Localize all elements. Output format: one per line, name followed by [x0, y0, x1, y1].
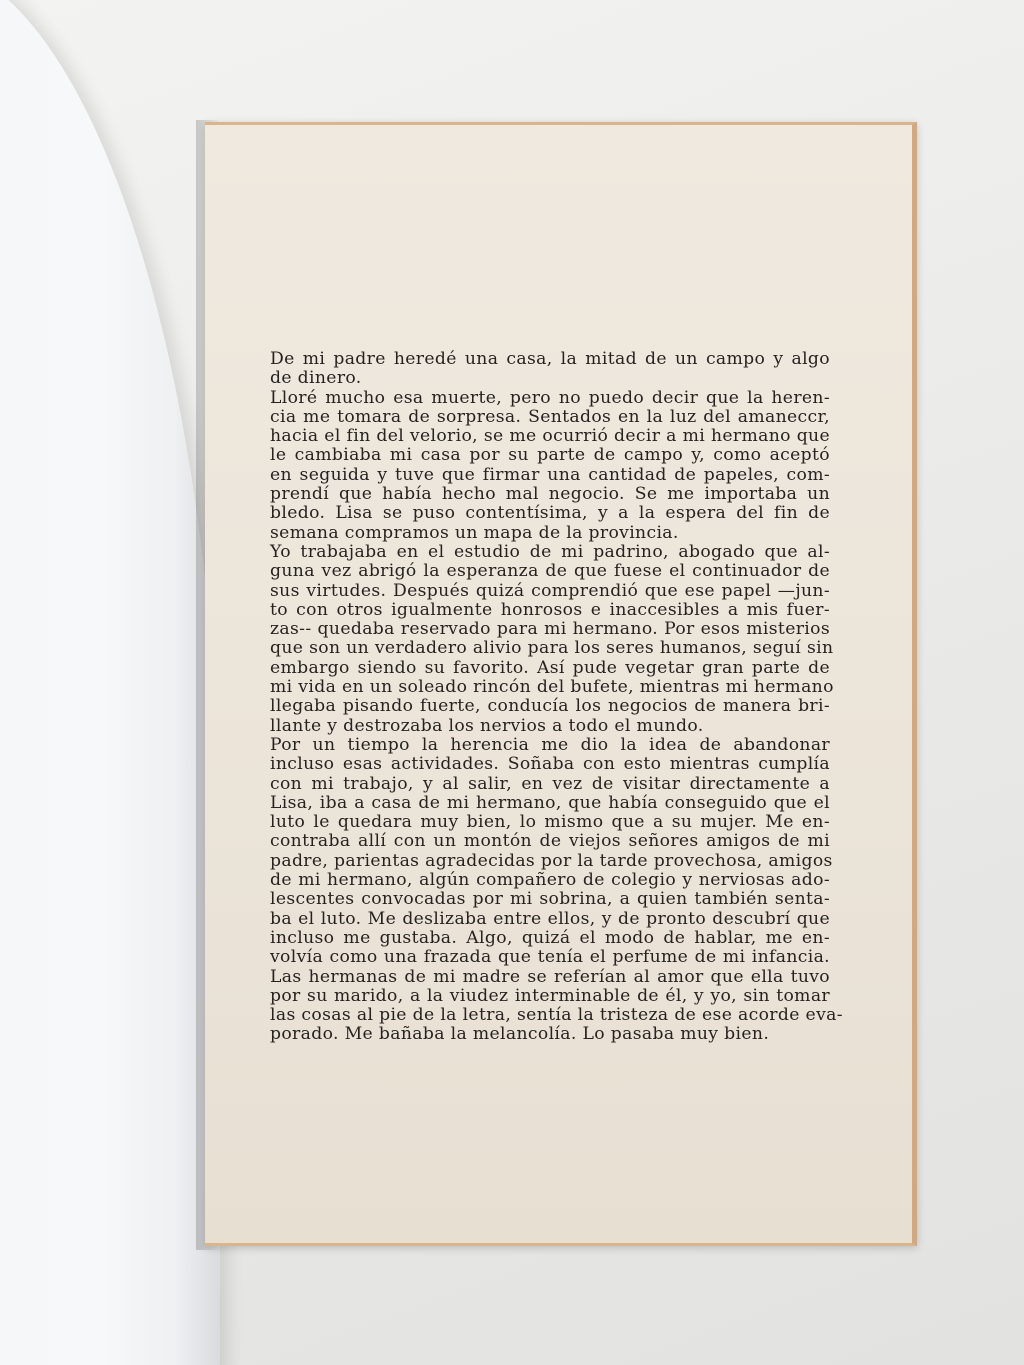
- text-line: Lloré mucho esa muerte, pero no puedo decir que la heren-: [270, 387, 830, 408]
- text-line: llante y destrozaba los nervios a todo el mundo.: [270, 715, 704, 736]
- text-line: Yo trabajaba en el estudio de mi padrino, abogado que al-: [270, 541, 830, 562]
- text-line: Lisa, iba a casa de mi hermano, que había conseguido que el: [270, 792, 830, 813]
- text-line: por su marido, a la viudez interminable de él, y yo, sin tomar: [270, 985, 830, 1006]
- text-line: semana compramos un mapa de la provincia.: [270, 522, 679, 543]
- text-line: mi vida en un soleado rincón del bufete, mientras mi hermano: [270, 677, 834, 698]
- page-body-text: [270, 349, 843, 1045]
- text-line: bledo. Lisa se puso contentísima, y a la espera del fin de: [270, 503, 830, 524]
- text-line: incluso esas actividades. Soñaba con esto mientras cumplía: [270, 754, 830, 775]
- text-line: porado. Me bañaba la melancolía. Lo pasaba muy bien.: [270, 1024, 770, 1045]
- text-line: que son un verdadero alivio para los seres humanos, seguí sin: [270, 638, 834, 659]
- text-line: incluso me gustaba. Algo, quizá el modo de hablar, me en-: [270, 927, 830, 948]
- text-line: las cosas al pie de la letra, sentía la tristeza de ese acorde eva-: [270, 1005, 843, 1026]
- text-line: zas-- quedaba reservado para mi hermano. Por esos misterios: [270, 619, 830, 640]
- text-line: luto le quedara muy bien, lo mismo que a su mujer. Me en-: [270, 812, 830, 833]
- text-line: ba el luto. Me deslizaba entre ellos, y de pronto descubrí que: [270, 908, 830, 929]
- book-page: [205, 122, 917, 1246]
- text-line: de dinero.: [270, 368, 362, 389]
- text-line: cia me tomara de sorpresa. Sentados en la luz del amaneccr,: [270, 406, 830, 427]
- text-line: en seguida y tuve que firmar una cantidad de papeles, com-: [270, 464, 830, 485]
- text-line: llegaba pisando fuerte, conducía los negocios de manera bri-: [270, 696, 830, 717]
- text-line: con mi trabajo, y al salir, en vez de visitar directamente a: [270, 773, 830, 794]
- text-line: prendí que había hecho mal negocio. Se me importaba un: [270, 484, 830, 505]
- text-line: de mi hermano, algún compañero de colegio y nerviosas ado-: [270, 870, 830, 891]
- text-line: De mi padre heredé una casa, la mitad de un campo y algo: [270, 349, 830, 369]
- text-line: guna vez abrigó la esperanza de que fuese el continuador de: [270, 561, 830, 582]
- text-line: lescentes convocadas por mi sobrina, a quien también senta-: [270, 889, 830, 910]
- text-line: volvía como una frazada que tenía el perfume de mi infancia.: [270, 947, 830, 968]
- text-line: contraba allí con un montón de viejos señores amigos de mi: [270, 831, 830, 852]
- text-line: Por un tiempo la herencia me dio la idea de abandonar: [270, 734, 830, 755]
- left-page-blank: [0, 0, 220, 1365]
- text-line: padre, parientas agradecidas por la tarde provechosa, amigos: [270, 850, 833, 871]
- text-line: hacia el fin del velorio, se me ocurrió decir a mi hermano que: [270, 426, 830, 447]
- text-line: to con otros igualmente honrosos e inaccesibles a mis fuer-: [270, 599, 830, 620]
- text-line: Las hermanas de mi madre se referían al amor que ella tuvo: [270, 966, 830, 987]
- text-line: sus virtudes. Después quizá comprendió que ese papel —jun-: [270, 580, 830, 601]
- text-line: embargo siendo su favorito. Así pude vegetar gran parte de: [270, 657, 830, 678]
- text-line: le cambiaba mi casa por su parte de campo y, como aceptó: [270, 445, 830, 466]
